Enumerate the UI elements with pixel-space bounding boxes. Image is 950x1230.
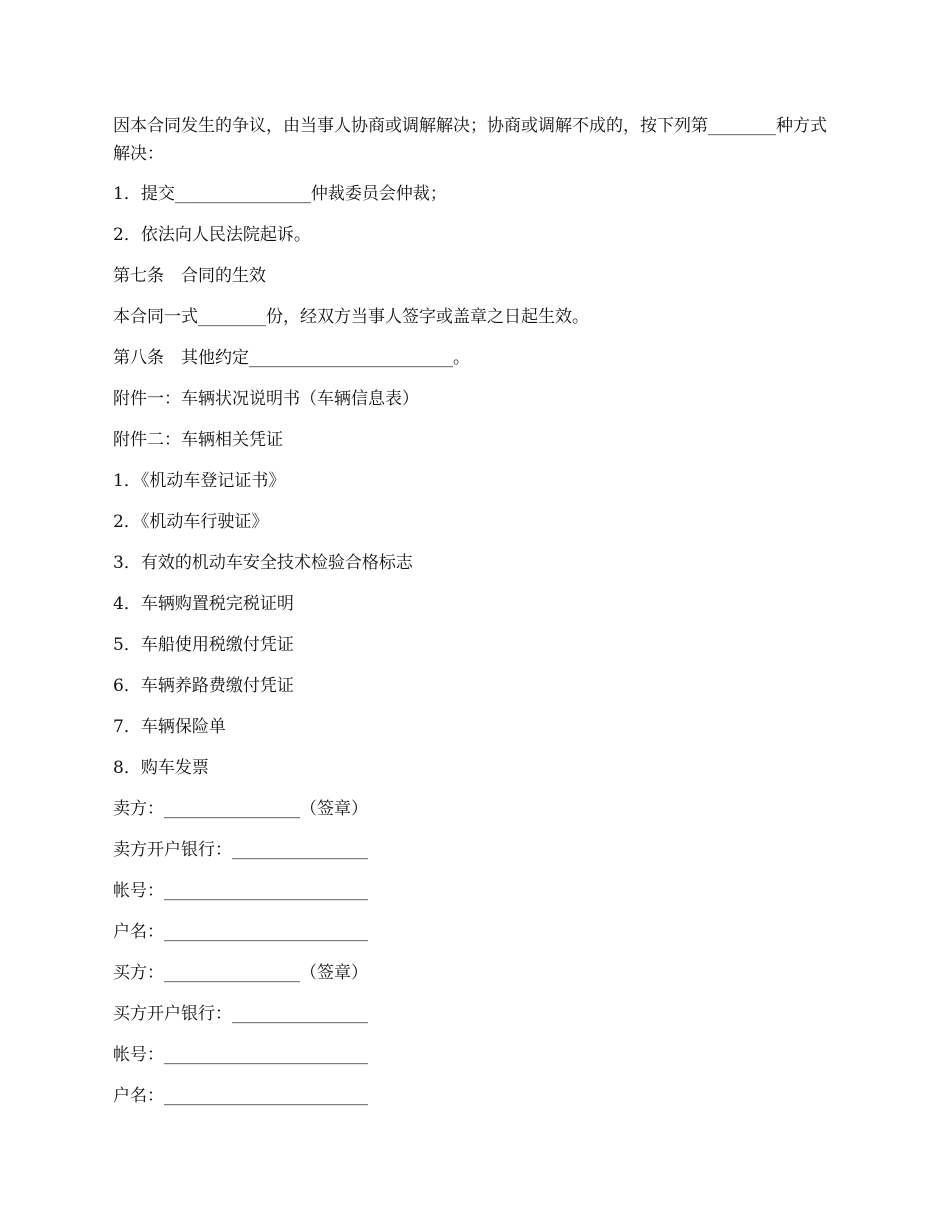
seller-signature-line: 卖方：________________（签章） <box>113 799 368 819</box>
dispute-resolution-paragraph: 因本合同发生的争议，由当事人协商或调解解决；协商或调解不成的，按下列第________种方式解决： <box>113 116 827 164</box>
article-seven-heading: 第七条 合同的生效 <box>113 266 266 286</box>
attachment-one: 附件一：车辆状况说明书（车辆信息表） <box>113 389 419 409</box>
document-page <box>113 112 843 1123</box>
list-item: 3．有效的机动车安全技术检验合格标志 <box>113 553 413 573</box>
list-item: 6．车辆养路费缴付凭证 <box>113 676 294 696</box>
attachment-two: 附件二：车辆相关凭证 <box>113 430 283 450</box>
buyer-signature-line: 买方：________________（签章） <box>113 963 368 983</box>
buyer-account-line: 帐号：________________________ <box>113 1045 368 1065</box>
list-item: 7．车辆保险单 <box>113 717 226 737</box>
seller-account-name-line: 户名：________________________ <box>113 922 368 942</box>
list-item: 5．车船使用税缴付凭证 <box>113 635 294 655</box>
effectiveness-clause: 本合同一式________份，经双方当事人签字或盖章之日起生效。 <box>113 307 589 327</box>
list-item: 1．《机动车登记证书》 <box>113 471 286 491</box>
list-item: 2．《机动车行驶证》 <box>113 512 269 532</box>
article-eight-heading: 第八条 其他约定________________________。 <box>113 348 470 368</box>
court-option: 2．依法向人民法院起诉。 <box>113 225 311 245</box>
list-item: 8．购车发票 <box>113 758 209 778</box>
seller-account-line: 帐号：________________________ <box>113 881 368 901</box>
list-item: 4．车辆购置税完税证明 <box>113 594 294 614</box>
buyer-bank-line: 买方开户银行：________________ <box>113 1004 368 1024</box>
buyer-account-name-line: 户名：________________________ <box>113 1086 368 1106</box>
seller-bank-line: 卖方开户银行：________________ <box>113 840 368 860</box>
arbitration-option: 1．提交________________仲裁委员会仲裁； <box>113 184 447 204</box>
